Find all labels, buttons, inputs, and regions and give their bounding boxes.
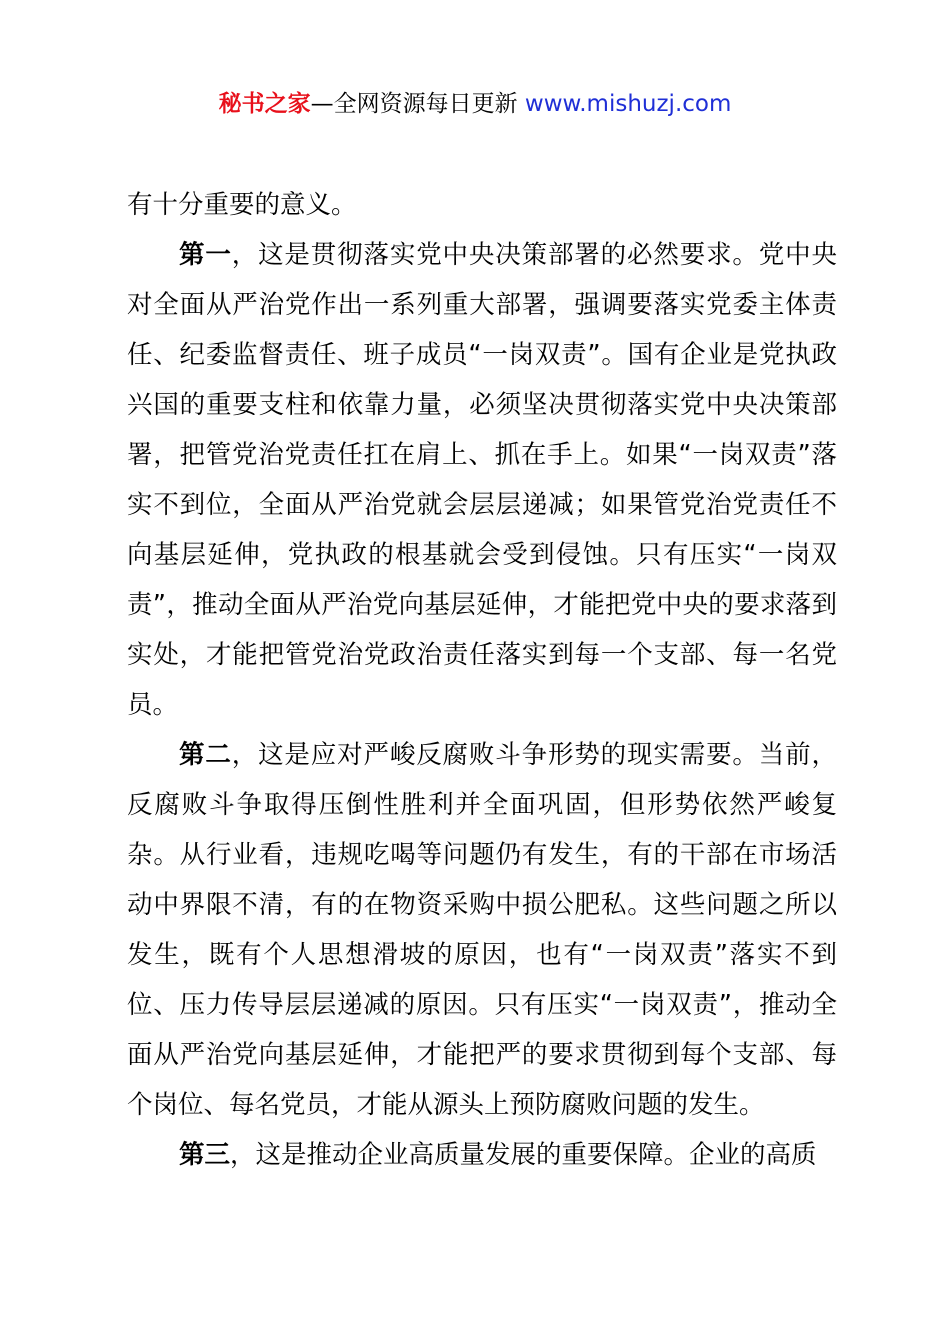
- paragraph-third: [127, 1130, 837, 1180]
- paragraph-lead: 第一: [179, 240, 232, 270]
- header-tagline: —全网资源每日更新: [310, 91, 525, 117]
- page-header: [0, 88, 950, 120]
- paragraph-text: ，这是贯彻落实党中央决策部署的必然要求。党中央对全面从严治党作出一系列重大部署，强调要落实党委主体责任、纪委监督责任、班子成员“一岗双责”。国有企业是党执政兴国的重要支柱和依靠力量，必须坚决贯彻落实党中央决策部署，把管党治党责任扛在肩上、抓在手上。如果“一岗双责”落实不到位，全面从严治党就会层层递减；如果管党治党责任不向基层延伸，党执政的根基就会受到侵蚀。只有压实“一岗双责”，推动全面从严治党向基层延伸，才能把党中央的要求落到实处，才能把管党治党政治责任落实到每一个支部、每一名党员。: [127, 240, 837, 720]
- paragraph-lead: 第二: [179, 740, 232, 770]
- site-url-link[interactable]: www.mishuzj.com: [524, 91, 732, 117]
- paragraph-continuation: [127, 180, 837, 230]
- brand-name: 秘书之家: [218, 91, 311, 117]
- paragraph-text: 有十分重要的意义。: [127, 190, 357, 220]
- paragraph-lead: 第三: [179, 1140, 231, 1170]
- paragraph-text: ，这是应对严峻反腐败斗争形势的现实需要。当前，反腐败斗争取得压倒性胜利并全面巩固，但形势依然严峻复杂。从行业看，违规吃喝等问题仍有发生，有的干部在市场活动中界限不清，有的在物资采购中损公肥私。这些问题之所以发生，既有个人思想滑坡的原因，也有“一岗双责”落实不到位、压力传导层层递减的原因。只有压实“一岗双责”，推动全面从严治党向基层延伸，才能把严的要求贯彻到每个支部、每个岗位、每名党员，才能从源头上预防腐败问题的发生。: [127, 740, 837, 1120]
- paragraph-text: ，这是推动企业高质量发展的重要保障。企业的高质: [230, 1140, 817, 1170]
- paragraph-first: [127, 230, 837, 730]
- paragraph-second: [127, 730, 837, 1130]
- document-body: [127, 180, 837, 1180]
